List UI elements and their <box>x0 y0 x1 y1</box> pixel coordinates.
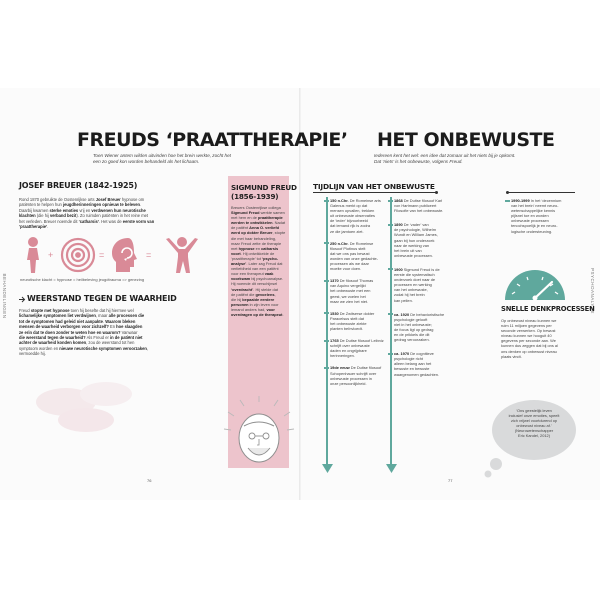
text-run: Vanwaar <box>120 329 138 335</box>
timeline-entry <box>388 351 460 376</box>
text-run: bij psychoanalyse. <box>250 276 284 282</box>
bold-run: 1765 <box>330 338 339 344</box>
timeline-marker <box>388 268 393 270</box>
text-run: , stopte <box>272 230 286 236</box>
timeline-entry <box>388 312 460 343</box>
timeline-divider <box>313 192 436 193</box>
bold-run: achter de waarheid konden komen <box>19 340 87 346</box>
text-run: Paracelsus stelt dat <box>330 315 364 321</box>
bold-run: die weerstand tegen de waarheid? <box>19 335 86 341</box>
timeline-entry <box>324 365 394 385</box>
bold-run: Sigmund Freud <box>231 210 260 216</box>
text-run: moeite voor doen. <box>330 266 362 272</box>
text-run: voor een therapeut <box>231 271 265 277</box>
icons-caption: neurotische klacht = hypnose = heilbeleving jeugdtrauma => genezing <box>20 277 145 282</box>
text-run: De Zwitserse dokter <box>338 310 375 316</box>
bold-run: voor <box>266 306 275 312</box>
decorative-balloons <box>26 372 176 442</box>
breuer-process-icons <box>18 236 223 274</box>
bold-run: alle processen die <box>108 313 145 319</box>
text-run: In het ‘decennium <box>529 198 562 203</box>
text-run: geest, we voelen het <box>330 293 366 299</box>
timeline-marker <box>388 224 393 226</box>
bold-run: ‘psycho- <box>262 255 278 261</box>
right-page-title: HET ONBEWUSTE <box>377 129 555 151</box>
text-run: het onbewuste ziekte <box>330 320 367 326</box>
bold-run: ze erin dat te doen zonder te weten hoe en waarom? <box>19 329 121 335</box>
text-run: . Nadat <box>272 220 286 226</box>
text-run: het brein uit van <box>394 247 422 253</box>
text-run: tenochspoelijk je en neuro- <box>511 223 558 229</box>
timeline-marker <box>388 313 393 315</box>
text-run: planten beïnvloedt. <box>330 325 363 331</box>
text-run: En <box>108 324 117 330</box>
text-line <box>394 298 460 303</box>
text-line <box>330 266 394 271</box>
bold-run: werd op dokter Breuer <box>231 230 273 236</box>
text-run: processen en werking <box>394 282 432 288</box>
timeline-entry-text <box>394 198 460 213</box>
freud-portrait <box>222 396 296 470</box>
text-run: van het brein’ neemt neuro- <box>511 203 559 209</box>
bold-run: 1370 <box>330 278 339 284</box>
weerstand-heading: WEERSTAND TEGEN DE WAARHEID <box>27 294 177 303</box>
text-run: en <box>254 245 262 251</box>
text-run: werkte samen <box>259 210 285 216</box>
text-run: Galenus merkt op dat <box>330 203 368 209</box>
timeline-entry-text <box>330 278 394 303</box>
timeline-entry-text <box>394 222 460 258</box>
text-run: . Hij stelde dat <box>253 286 278 292</box>
happy-person-icon <box>166 237 198 273</box>
bold-run: Anna O. verliefd <box>249 225 280 231</box>
text-run: De cognitieve <box>409 351 434 357</box>
text-run: maar Freud zette de therapie <box>231 240 282 246</box>
speedometer-icon <box>500 262 570 302</box>
freud-paragraph <box>231 205 289 317</box>
text-run: Als Freud er <box>85 335 111 341</box>
text-run: psychologie gelooft <box>394 316 428 322</box>
bold-run: Waarom bleken <box>105 318 136 324</box>
right-page-number: 77 <box>448 478 453 483</box>
text-run: De Duitse filosoof Karl <box>402 198 443 203</box>
text-line <box>330 299 394 304</box>
text-run: onbewuste processen. <box>394 252 433 258</box>
text-run: verliefdheid van een patiënt <box>231 266 279 272</box>
right-intro: Iedereen kent het wel: een idee dat zomaar uit het niets bij je opkomt. Dat ‘niets’ is het onbewuste, volgens Freud. <box>374 153 516 164</box>
text-run: onze persoonlijkheid. <box>330 380 367 386</box>
text-run: vrij en <box>78 207 92 213</box>
text-run: Schopenhauer schrijft over <box>330 370 377 376</box>
timeline-entry <box>505 198 577 234</box>
text-run: niet in het onbewuste; <box>394 321 432 327</box>
text-run: uit onbewuste observaties <box>330 213 375 219</box>
hypnosis-spiral-icon <box>62 239 94 271</box>
arrow-right-icon <box>19 296 26 303</box>
timeline-entry-text <box>394 312 460 343</box>
timeline-entry <box>324 338 394 358</box>
text-run: de patiënt die <box>231 291 256 297</box>
text-run: gedrag veroorzaken. <box>394 337 430 343</box>
text-run: , <box>146 345 149 351</box>
text-run: symptoom worden en <box>19 345 60 351</box>
text-run: de focus ligt op gedrag <box>394 326 434 332</box>
bold-run: 1900 <box>394 266 403 272</box>
bold-run: klachten <box>19 213 36 219</box>
text-run: het onbewuste met een <box>330 288 371 294</box>
bold-run: catharsis <box>261 245 279 251</box>
bold-run: werden te ontwikkelen <box>231 220 273 226</box>
text-run: het verleden. Breuer noemde dit <box>19 218 79 224</box>
text-run: dat we ons pas bewust <box>330 250 370 256</box>
text-run: pijlsnel toe en worden <box>511 213 549 219</box>
text-run: onbewuste processen <box>511 218 549 224</box>
bold-run: verdwenen hun neurotische <box>91 207 146 213</box>
timeline-marker <box>324 367 329 369</box>
text-run: De Romeinse arts <box>348 198 381 203</box>
text-run: processen als we daar <box>330 261 369 267</box>
text-run: de ‘ieder’ bijvoorbeeld <box>330 218 368 224</box>
bold-run: ca. 1970 <box>394 351 410 357</box>
timeline-marker <box>324 280 329 282</box>
text-run: logische ondersteuning. <box>511 228 553 234</box>
timeline-marker <box>324 200 329 202</box>
text-run: herinneringen. <box>330 353 355 359</box>
timeline-entry <box>324 311 394 331</box>
text-run: , zou de weerstand tot hen <box>86 340 135 346</box>
bold-run: personen <box>231 301 249 307</box>
bold-run: tot de symptomen had geleid niet aanpakte <box>19 318 103 324</box>
text-run: met hem en de <box>231 215 259 221</box>
head-reflection-icon <box>112 238 137 272</box>
timeline-column-3 <box>505 198 577 234</box>
text-run: De behavioristische <box>409 311 445 317</box>
bold-run: praattherapie <box>258 215 283 221</box>
breuer-heading: JOSEF BREUER (1842-1925) <box>19 181 138 190</box>
text-run: mensen opvallen, trekken <box>330 208 375 214</box>
left-intro: Toen Wiener antem wilden uitvinden hoe het brein werkte, zocht het een zo goed kon worden behandeld als het lichaam. <box>93 153 231 164</box>
timeline-column-2 <box>388 198 460 386</box>
divider-dot <box>435 191 438 194</box>
text-run: van het onbewuste, <box>394 287 428 293</box>
equals-sign-1: = <box>99 250 105 260</box>
bold-run: 1868 <box>394 198 403 203</box>
text-run: . <box>282 311 284 317</box>
sad-person-icon <box>27 237 39 273</box>
timeline-column-1 <box>324 198 394 393</box>
text-run: van Aquino vergelijkt <box>330 283 366 289</box>
timeline-entry <box>388 222 460 258</box>
bold-run: ‘catharsis’ <box>78 218 99 224</box>
text-run: (die hij <box>35 213 50 219</box>
timeline-entry <box>324 241 394 272</box>
left-side-tab: BEHANDELINGEN <box>2 273 7 319</box>
freud-heading: SIGMUND FREUD (1856-1939) <box>231 183 297 201</box>
text-run: De ‘vader’ van <box>402 222 429 228</box>
text-run: , <box>274 291 276 297</box>
timeline-marker <box>505 200 510 202</box>
timeline-heading: TIJDLIJN VAN HET ONBEWUSTE <box>313 182 435 191</box>
text-run: De Romeinse <box>348 240 374 246</box>
text-run: met <box>231 245 239 251</box>
text-line <box>19 351 224 356</box>
text-run: naar de werking van <box>394 242 430 248</box>
text-run: onderzoek doet naar de <box>394 277 436 283</box>
text-run: in zijn leven voor <box>248 301 279 307</box>
bold-run: ca. 1920 <box>394 311 410 317</box>
text-run: . Het was de <box>98 218 123 224</box>
text-line <box>394 253 460 258</box>
text-run: ze die jamtoen ziet. <box>330 228 364 234</box>
bold-run: nieuwe neurotische symptomen veroorzaken <box>59 345 147 351</box>
bold-run: hypnose <box>238 245 255 251</box>
bold-run: voorkwam <box>231 276 251 282</box>
text-run: De filosoof Thomas <box>338 278 374 284</box>
bold-run: analyse’ <box>231 261 247 267</box>
timeline-entry-text <box>394 267 460 303</box>
gauge-paragraph: Op onbewust niveau kunnen we ruim 11 miljoen gegevens per seconde verwerken. Op bewust niveau kunnen we hooguit 40 gegevens per seconde aan. We kunnen dus zeggen dat bij ons al ons denken op onbewust niveau plaats vindt. <box>501 318 558 359</box>
text-run: schrijft over onbewuste <box>330 343 370 349</box>
timeline-arrow-down-icon-2 <box>386 464 397 474</box>
timeline-entry-text <box>330 198 394 234</box>
text-line <box>330 381 394 386</box>
text-run: kan peilen. <box>394 297 413 303</box>
text-run: von Hartmann publiceert <box>394 203 437 209</box>
bold-run: hoe slaagden <box>116 324 143 330</box>
timeline-marker <box>388 353 393 355</box>
text-run: patiënten te helpen hun <box>19 202 63 208</box>
text-line <box>394 372 460 377</box>
bold-run: 1530 <box>330 310 339 316</box>
text-run: de patiënt <box>231 225 250 231</box>
right-side-tab: PSYCHOANALYSE <box>590 268 595 314</box>
text-run: . Hij ontwikkelde de <box>240 250 275 256</box>
timeline-entry-text <box>330 241 394 272</box>
quote-text: ‘Ons geestelijk leven inclusief onze emoties, speelt zich vrijwel voortdurend op onbewust niveau af.’ (Neurowetenschapper Eric Kandel, 2012) <box>508 408 560 439</box>
text-run: ‘praattherapie’ tot <box>231 255 262 261</box>
text-run: . Later zag Freud dat <box>246 261 283 267</box>
text-run: onbewuste processen in <box>330 375 372 381</box>
timeline-entry <box>324 278 394 303</box>
bold-run: in de patiënt niet <box>110 335 143 341</box>
text-run: dat iemand rijk is zodra <box>330 223 371 229</box>
text-run: die met haar behandeling, <box>231 235 276 241</box>
text-run: eerste die systematisch <box>394 272 435 278</box>
timeline-entry-text <box>330 365 394 385</box>
bold-run: vaak <box>264 271 274 277</box>
timeline-entry-text <box>394 351 460 376</box>
timeline-marker <box>324 312 329 314</box>
bold-run: ‘overdracht’ <box>231 286 254 292</box>
text-run: zodat hij het brein <box>394 292 425 298</box>
text-line <box>394 208 460 213</box>
text-run: Sigmund Freud is de <box>402 266 440 272</box>
text-run: Wundt en William James, <box>394 232 438 238</box>
breuer-paragraph <box>19 197 224 229</box>
bold-run: bepaalde eerdere <box>242 296 275 302</box>
text-run: die hij <box>231 296 243 302</box>
text-line <box>330 326 394 331</box>
text-run: en de prikkels die dit <box>394 331 430 337</box>
bold-run: mensen de waarheid verborgen voor zichzelf? <box>19 324 109 330</box>
text-run: ). Zo ruimden patiënten in het reine met <box>76 213 149 219</box>
timeline-entry <box>388 267 460 303</box>
timeline-marker <box>324 340 329 342</box>
text-line <box>511 229 577 234</box>
text-run: Filosofie van het onbewuste. <box>394 208 444 214</box>
text-run: wetenschappelijke kennis <box>511 208 556 214</box>
text-run: psychologie richt <box>394 356 423 362</box>
text-run: De Duitse filosoof Leibniz <box>338 338 384 344</box>
text-run: worden van onze gedachte- <box>330 255 379 261</box>
text-run: iemand anders had, <box>231 306 267 312</box>
text-run: . <box>140 202 142 208</box>
left-page-title: FREUDS ‘PRAATTHERAPIE’ <box>77 129 348 151</box>
text-run: Daarbij kwamen <box>19 207 50 213</box>
timeline-entry <box>324 198 394 234</box>
timeline-marker <box>324 242 329 244</box>
right-divider-dot <box>506 191 509 194</box>
bold-run: sterke emoties <box>49 207 79 213</box>
bold-run: 1890 <box>394 222 403 228</box>
text-line <box>394 337 460 342</box>
text-run: hypnose om <box>120 197 145 202</box>
text-run: . <box>102 318 106 324</box>
text-run: . <box>47 224 49 230</box>
timeline-entry <box>388 198 460 213</box>
plus-sign-1: + <box>48 250 54 260</box>
left-page-number: 76 <box>147 478 152 483</box>
text-run: De Duitse filosoof <box>349 365 382 371</box>
text-run: daden en ongrijpbare <box>330 348 367 354</box>
text-run: toen hij besefte dat hij hiermee wel <box>69 308 134 313</box>
text-run: Hij noemde dit verschijnsel <box>231 281 278 287</box>
bold-run: Josef Breuer <box>95 197 121 202</box>
bold-run: 1990-1999 <box>511 198 530 203</box>
text-line <box>19 224 224 229</box>
text-run: vermoedde hij. <box>19 351 46 357</box>
text-run: Breuers Oostenrijkse collega <box>231 205 281 210</box>
bold-run: 19de eeuw <box>330 365 350 371</box>
bold-run: lichamelijke symptomen liet verdwijnen <box>19 313 96 319</box>
equals-sign-2: = <box>146 250 152 260</box>
text-run: , maar <box>95 313 109 319</box>
timeline-arrow-down-icon <box>322 464 333 474</box>
bold-run: stopte met hypnose <box>30 308 70 313</box>
gauge-heading: SNELLE DENKPROCESSEN <box>501 305 595 313</box>
bold-run: verband bezit <box>49 213 77 219</box>
text-run: bewuste en bewuste <box>394 366 430 372</box>
timeline-entry-text <box>330 311 394 331</box>
bold-run: ‘praattherapie’ <box>19 224 48 230</box>
text-run: waargenomen gedachten. <box>394 371 439 377</box>
bold-run: 250 n.Chr. <box>330 240 349 246</box>
timeline-entry-text <box>511 198 577 234</box>
bold-run: gevoelens <box>255 291 275 297</box>
timeline-marker <box>388 200 393 202</box>
bold-run: eerste vorm van <box>122 218 155 224</box>
text-line <box>231 312 289 317</box>
bold-run: 150 n.Chr. <box>330 198 349 203</box>
text-run: maar we zien het niet. <box>330 298 369 304</box>
text-run: alleen belang aan het <box>394 361 432 367</box>
timeline-entry-text <box>330 338 394 358</box>
text-run: filosoof Plotinus stelt <box>330 245 366 251</box>
text-run: de psychologie, Wilhelm <box>394 227 436 233</box>
bold-run: jeugdherinneringen opnieuw te beleven <box>62 202 141 208</box>
text-run: gaan bij hun onderzoek <box>394 237 435 243</box>
bold-run: overdragen op de therapeut <box>231 311 283 317</box>
text-line <box>330 229 394 234</box>
text-line <box>330 353 394 358</box>
weerstand-paragraph <box>19 308 224 357</box>
text-run: Freud <box>19 308 31 313</box>
text-run: Rond 1870 gebruikte de Oostenrijkse arts <box>19 197 96 202</box>
right-divider <box>508 192 575 193</box>
bold-run: voort <box>231 250 241 256</box>
